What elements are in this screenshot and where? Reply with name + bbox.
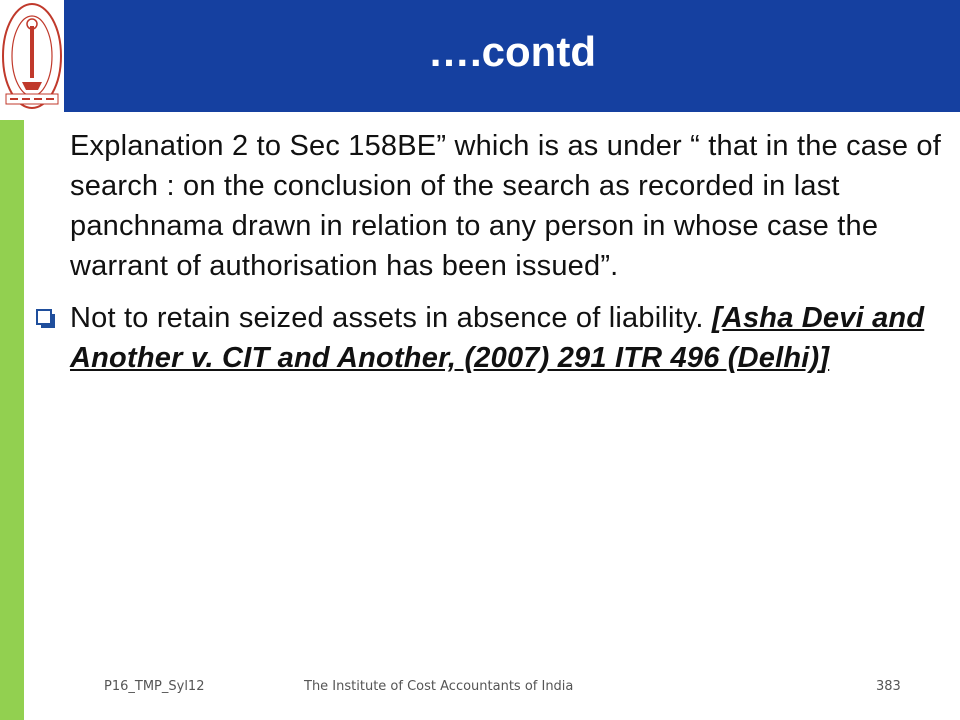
institute-emblem-icon bbox=[0, 0, 64, 112]
footer-page-number: 383 bbox=[876, 679, 901, 694]
footer-institute-name: The Institute of Cost Accountants of India bbox=[304, 679, 574, 694]
explanation-paragraph: Explanation 2 to Sec 158BE” which is as under “ that in the case of search : on the conclusion of the search as recorded in last panchnama drawn in relation to any person in whose case the warrant of authorisation has been issued”. bbox=[70, 130, 942, 282]
hollow-square-bullet-icon bbox=[36, 309, 56, 329]
footer-course-code: P16_TMP_Syl12 bbox=[104, 679, 205, 694]
slide-content bbox=[70, 126, 950, 378]
case-citation: [Asha Devi and Another v. CIT and Another, (2007) 291 ITR 496 (Delhi)] bbox=[70, 302, 925, 374]
bullet-text: Not to retain seized assets in absence of liability. bbox=[70, 302, 704, 334]
bullet-item bbox=[70, 298, 950, 378]
institute-logo bbox=[0, 0, 64, 112]
slide-title: ….contd bbox=[428, 28, 596, 75]
side-accent-bar bbox=[0, 120, 24, 720]
title-bar bbox=[64, 0, 960, 112]
